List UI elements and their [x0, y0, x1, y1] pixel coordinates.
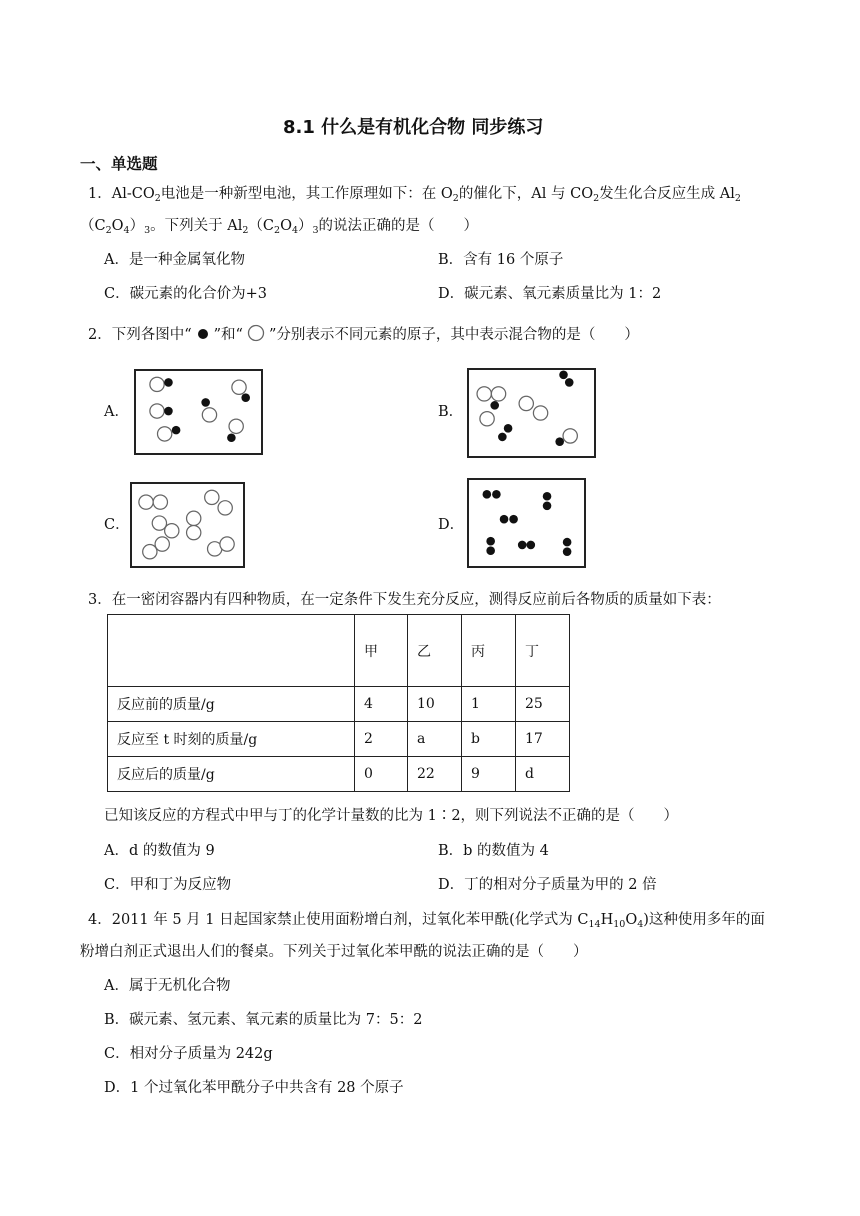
- table-cell: 17: [516, 722, 570, 757]
- table-header-cell: 丁: [516, 615, 570, 687]
- table-cell: b: [462, 722, 516, 757]
- table-header-row: [108, 615, 570, 687]
- table-cell: 9: [462, 757, 516, 792]
- table-cell: 反应前的质量/g: [108, 687, 355, 722]
- q3-option-b[interactable]: B．b 的数值为 4: [438, 843, 549, 859]
- table-cell: 0: [355, 757, 408, 792]
- q2-option-c-label[interactable]: C．: [104, 517, 130, 533]
- table-cell: 4: [355, 687, 408, 722]
- black-atom-icon: [192, 326, 214, 342]
- q1-stem-line2: $(C_2O_4)_3$。下列关于 $Al_2(C_2O_4)_3$的说法正确的是（ ）: [80, 218, 479, 236]
- white-atom-icon: [243, 324, 269, 342]
- table-row: [108, 722, 570, 757]
- q4-stem-line1: 4．2011 年 5 月 1 日起国家禁止使用面粉增白剂，过氧化苯甲酰(化学式为 $C_{14}H_{10}O_4$)这种使用多年的面: [88, 912, 765, 930]
- q3-stem: 3．在一密闭容器内有四种物质，在一定条件下发生充分反应，测得反应前后各物质的质量如下表：: [88, 592, 721, 608]
- table-cell: 反应后的质量/g: [108, 757, 355, 792]
- q2-option-c-diagram[interactable]: [130, 482, 245, 568]
- q2-option-a-diagram[interactable]: [134, 369, 263, 455]
- q4-option-b[interactable]: B．碳元素、氢元素、氧元素的质量比为 7：5：2: [104, 1012, 423, 1028]
- table-cell: 10: [408, 687, 462, 722]
- q3-option-c[interactable]: C．甲和丁为反应物: [104, 877, 232, 893]
- table-cell: 2: [355, 722, 408, 757]
- q2-stem: 2．下列各图中“ ”和“ ”分别表示不同元素的原子，其中表示混合物的是（ ）: [88, 324, 639, 345]
- table-cell: 25: [516, 687, 570, 722]
- q2-option-a-label[interactable]: A．: [104, 404, 129, 420]
- q4-option-c[interactable]: C．相对分子质量为 242g: [104, 1046, 273, 1062]
- q1-option-b[interactable]: B．含有 16 个原子: [438, 252, 564, 268]
- table-cell: a: [408, 722, 462, 757]
- q2-option-b-label[interactable]: B．: [438, 404, 464, 420]
- q4-stem-line2: 粉增白剂正式退出人们的餐桌。下列关于过氧化苯甲酰的说法正确的是（ ）: [80, 944, 588, 960]
- table-row: [108, 687, 570, 722]
- q2-option-d-diagram[interactable]: [467, 478, 586, 568]
- q1-option-a[interactable]: A．是一种金属氧化物: [104, 252, 245, 268]
- table-row: [108, 757, 570, 792]
- mass-table: [107, 614, 570, 792]
- page-title: 8.1 什么是有机化合物 同步练习: [283, 117, 544, 138]
- q3-option-a[interactable]: A．d 的数值为 9: [104, 843, 215, 859]
- q3-note: 已知该反应的方程式中甲与丁的化学计量数的比为 1∶2，则下列说法不正确的是（ ）: [104, 808, 679, 824]
- q2-option-b-diagram[interactable]: [467, 368, 596, 458]
- q2-option-d-label[interactable]: D．: [438, 517, 465, 533]
- q4-option-d[interactable]: D．1 个过氧化苯甲酰分子中共含有 28 个原子: [104, 1080, 404, 1096]
- section-heading: 一、单选题: [80, 155, 158, 173]
- q1-option-d[interactable]: D．碳元素、氧元素质量比为 1：2: [438, 286, 662, 302]
- table-header-cell: [108, 615, 355, 687]
- q1-stem-line1: 1．$Al-CO_2$电池是一种新型电池，其工作原理如下：在 $O_2$的催化下，Al 与 $CO_2$发生化合反应生成 $Al_2$: [88, 186, 741, 204]
- table-cell: 反应至 t 时刻的质量/g: [108, 722, 355, 757]
- table-header-cell: 乙: [408, 615, 462, 687]
- table-cell: 22: [408, 757, 462, 792]
- table-header-cell: 甲: [355, 615, 408, 687]
- q4-option-a[interactable]: A．属于无机化合物: [104, 978, 231, 994]
- table-header-cell: 丙: [462, 615, 516, 687]
- table-cell: 1: [462, 687, 516, 722]
- q1-option-c[interactable]: C．碳元素的化合价为+3: [104, 286, 267, 302]
- q3-option-d[interactable]: D．丁的相对分子质量为甲的 2 倍: [438, 877, 657, 893]
- table-cell: d: [516, 757, 570, 792]
